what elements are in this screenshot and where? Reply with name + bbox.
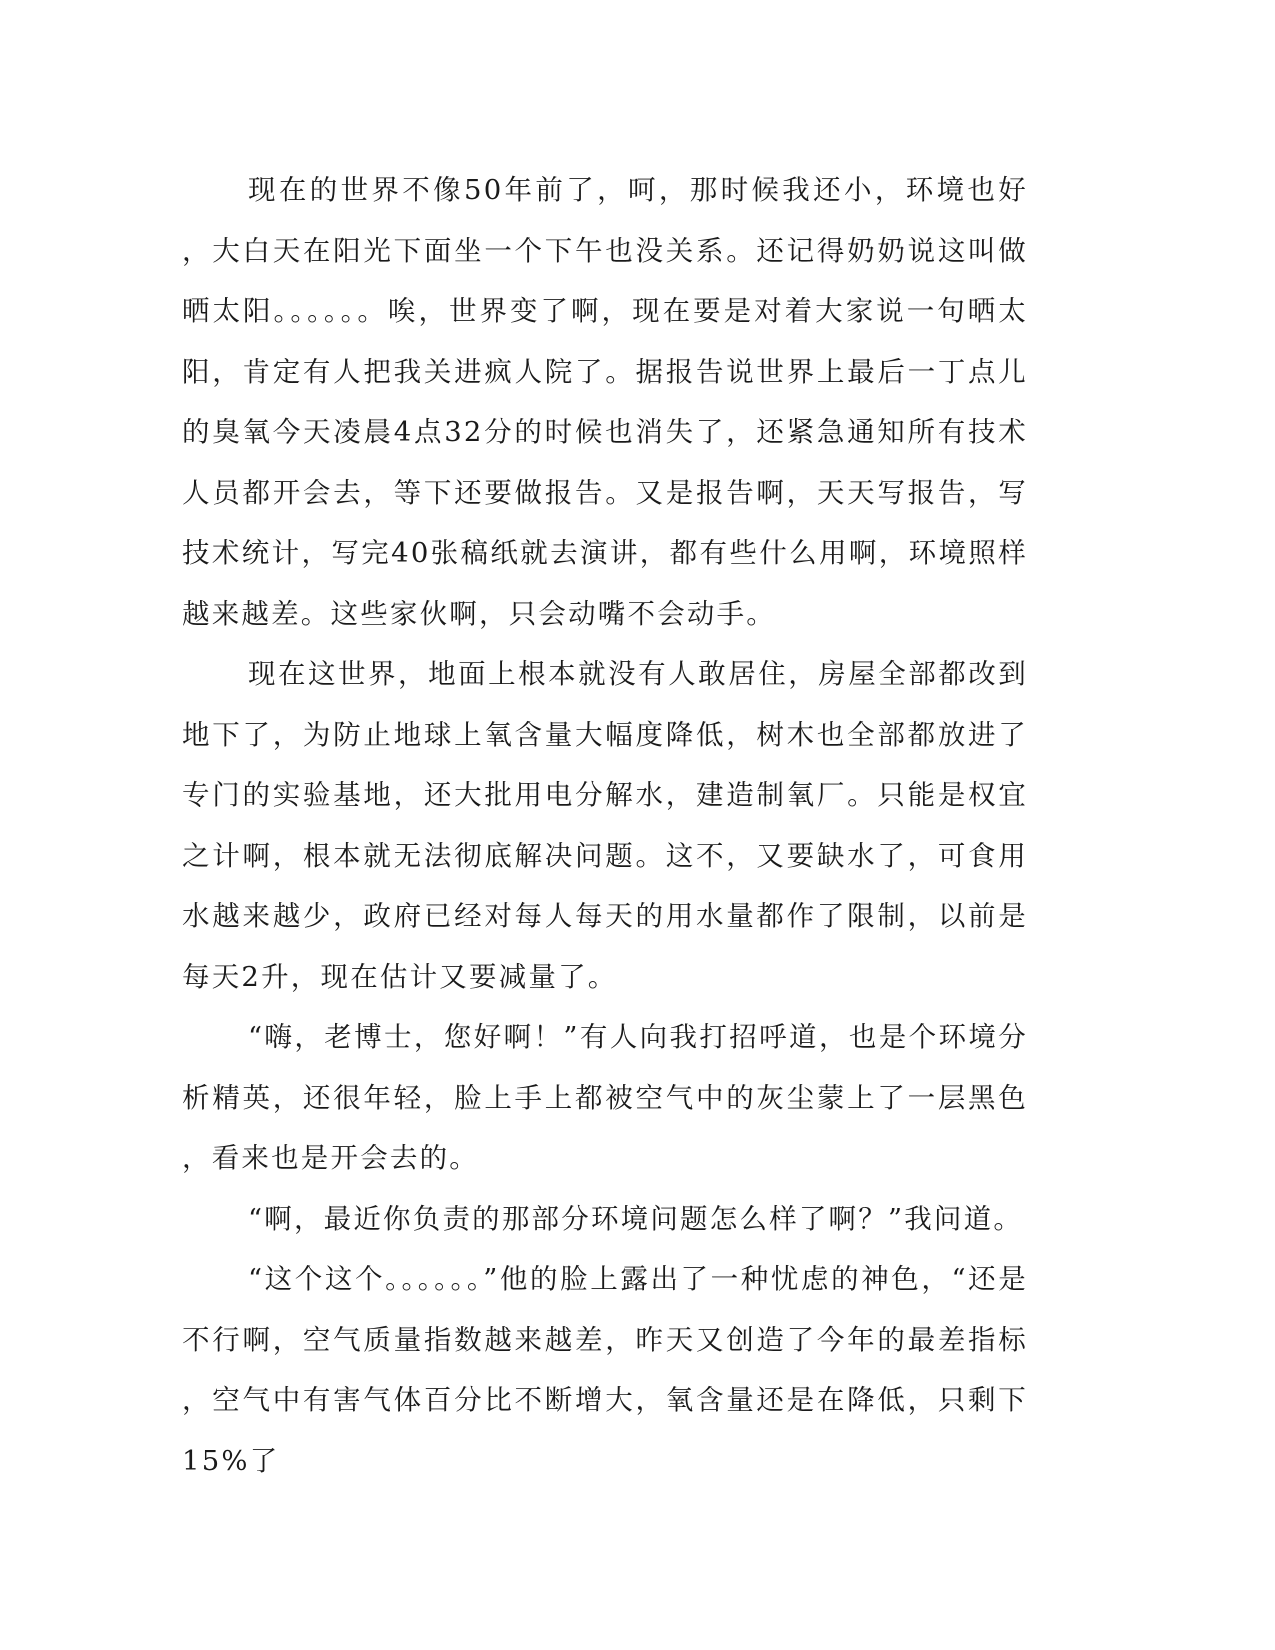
- paragraph-1: 现在的世界不像50年前了，呵，那时候我还小，环境也好，大白天在阳光下面坐一个下午也没关系。还记得奶奶说这叫做晒太阳。。。。。。唉，世界变了啊，现在要是对着大家说一句晒太阳，肯定有人把我关进疯人院了。据报告说世界上最后一丁点儿的臭氧今天凌晨4点32分的时候也消失了，还紧急通知所有技术人员都开会去，等下还要做报告。又是报告啊，天天写报告，写技术统计，写完40张稿纸就去演讲，都有些什么用啊，环境照样越来越差。这些家伙啊，只会动嘴不会动手。: [182, 174, 1028, 630]
- paragraph-5: “这个这个。。。。。。”他的脸上露出了一种忧虑的神色，“还是不行啊，空气质量指数越来越差，昨天又创造了今年的最差指标，空气中有害气体百分比不断增大，氧含量还是在降低，只剩下15%了: [182, 1263, 1028, 1477]
- paragraph-2: 现在这世界，地面上根本就没有人敢居住，房屋全部都改到地下了，为防止地球上氧含量大幅度降低，树木也全部都放进了专门的实验基地，还大批用电分解水，建造制氧厂。只能是权宜之计啊，根本就无法彻底解决问题。这不，又要缺水了，可食用水越来越少，政府已经对每人每天的用水量都作了限制，以前是每天2升，现在估计又要减量了。: [182, 658, 1028, 993]
- paragraph-3: “嗨，老博士，您好啊！”有人向我打招呼道，也是个环境分析精英，还很年轻，脸上手上都被空气中的灰尘蒙上了一层黑色，看来也是开会去的。: [182, 1021, 1028, 1174]
- paragraph-4: “啊，最近你负责的那部分环境问题怎么样了啊？”我问道。: [248, 1202, 1024, 1235]
- document-body: [182, 160, 1028, 1491]
